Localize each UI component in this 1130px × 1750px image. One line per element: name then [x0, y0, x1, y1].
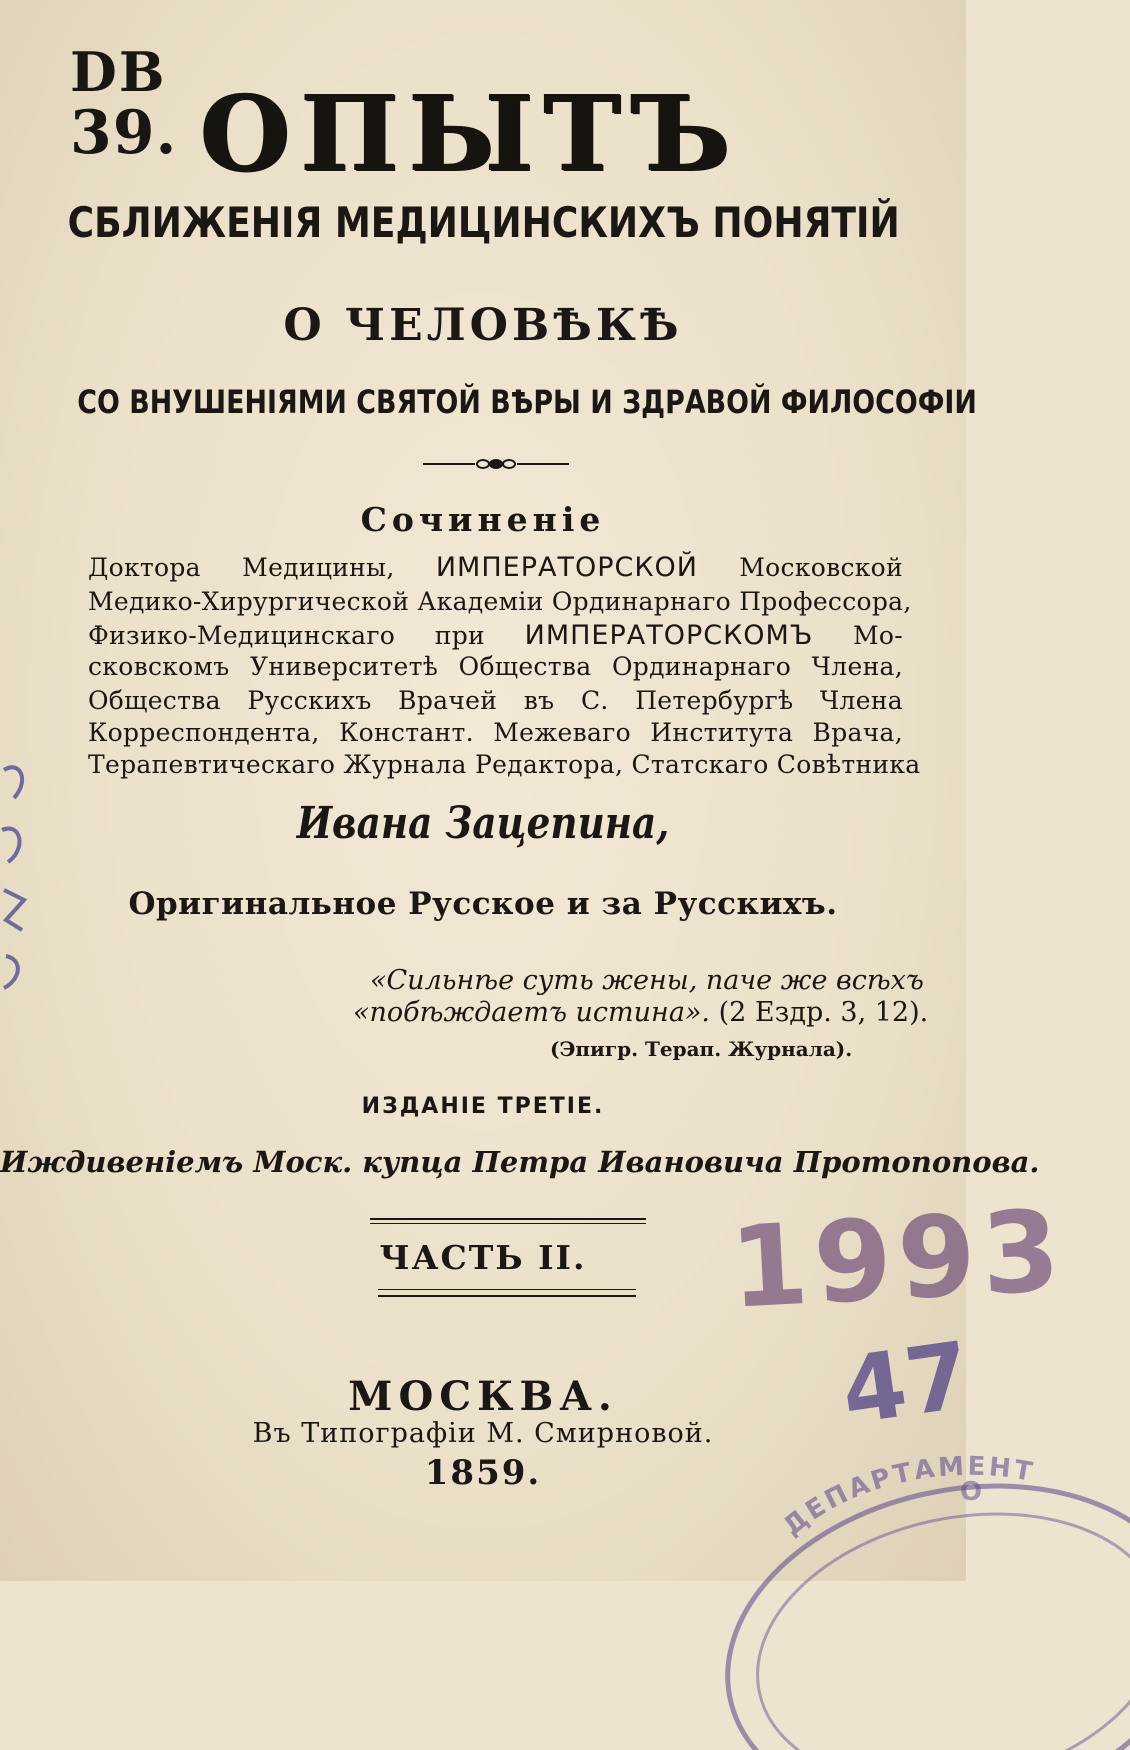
subtitle-line-1: СБЛИЖЕНІЯ МЕДИЦИНСКИХЪ ПОНЯТІЙ	[67, 198, 900, 247]
bio-line-1c: Московской	[739, 553, 903, 582]
epigraph-line-2	[353, 997, 928, 1028]
book-title: ОПЫТЪ	[200, 72, 741, 195]
rule-top-thin	[370, 1223, 646, 1224]
epigraph-line-2-italic: «побѣждаетъ истина».	[353, 997, 711, 1028]
bio-line-7: Терапевтическаго Журнала Редактора, Статскаго Совѣтника	[88, 750, 921, 779]
rule-bottom-thin	[378, 1289, 636, 1290]
imprint-press: Въ Типографіи М. Смирновой.	[252, 1418, 714, 1449]
library-stamp-icon	[710, 1450, 1130, 1750]
epigraph-reference: (2 Ездр. 3, 12).	[718, 997, 929, 1028]
bio-line-1b: ИМПЕРАТОРСКОЙ	[435, 552, 698, 583]
stamp-mark: 47	[835, 1321, 977, 1446]
bio-line-3a: Физико-Медицинскаго при	[88, 621, 485, 650]
stamp-number: 1993	[726, 1186, 1069, 1334]
stamp-circle-text-2: О	[960, 1477, 983, 1507]
shelfmark-line-2: 39.	[70, 98, 178, 168]
part-label: ЧАСТЬ II.	[379, 1238, 587, 1277]
bio-line-1a: Доктора Медицины,	[88, 553, 395, 582]
bio-line-3	[88, 620, 903, 651]
original-note: Оригинальное Русское и за Русскихъ.	[128, 886, 838, 922]
ornament-divider-icon	[423, 455, 569, 473]
stamp-circle-text: ДЕПАРТАМЕНТ	[777, 1451, 1038, 1543]
edition-label: ИЗДАНІЕ ТРЕТІЕ.	[361, 1094, 605, 1119]
bio-line-5: Общества Русскихъ Врачей въ С. Петербургѣ Члена	[88, 686, 903, 715]
bio-line-3b: ИМПЕРАТОРСКОМЪ	[524, 620, 814, 651]
epigraph-source: (Эпигр. Терап. Журнала).	[550, 1037, 853, 1061]
bio-line-3c: Мо-	[853, 621, 903, 650]
rule-bottom	[378, 1295, 636, 1297]
publisher-line: Иждивеніемъ Моск. купца Петра Ивановича Протопопова.	[0, 1145, 1040, 1179]
imprint-city: МОСКВА.	[348, 1373, 618, 1420]
rule-top	[370, 1218, 646, 1220]
shelfmark-line-1: DB	[70, 40, 167, 104]
author-name: Ивана Зацепина,	[296, 798, 670, 849]
subtitle-line-2: О ЧЕЛОВѢКѢ	[283, 300, 683, 351]
subtitle-line-3: СО ВНУШЕНІЯМИ СВЯТОЙ ВѢРЫ И ЗДРАВОЙ ФИЛОСОФІИ	[77, 383, 977, 421]
imprint-year: 1859.	[424, 1453, 542, 1493]
epigraph-line-1: «Сильнѣе суть жены, паче же всѣхъ	[370, 965, 924, 996]
bio-line-1	[88, 552, 903, 583]
bio-line-4: сковскомъ Университетѣ Общества Ординарнаго Члена,	[88, 652, 903, 681]
bio-line-6: Корреспондента, Констант. Межеваго Института Врача,	[88, 718, 903, 747]
bio-line-2: Медико-Хирургической Академіи Ординарнаго Профессора,	[88, 587, 912, 616]
work-label: Сочиненіе	[360, 500, 606, 539]
margin-ink-marks-icon	[0, 760, 34, 1000]
